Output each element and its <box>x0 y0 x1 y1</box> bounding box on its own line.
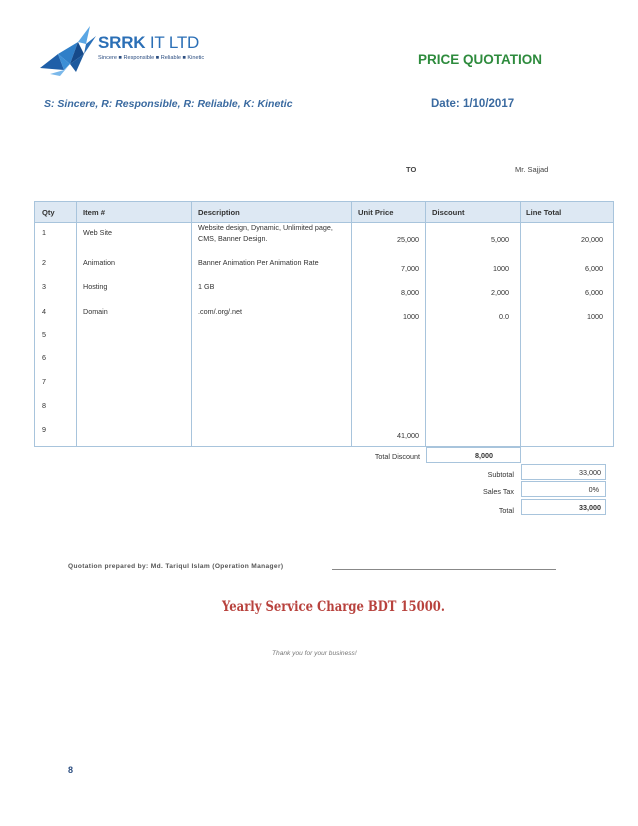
column-divider <box>425 202 426 446</box>
row-item: Animation <box>83 258 115 267</box>
row-unit-price: 7,000 <box>401 264 419 273</box>
row-qty: 2 <box>42 258 46 267</box>
row-item: Web Site <box>83 228 113 237</box>
row-unit-price: 41,000 <box>397 431 419 440</box>
total-discount-box <box>426 447 521 463</box>
total-discount-label: Total Discount <box>374 452 420 461</box>
logo-tagline: Sincere ■ Responsible ■ Reliable ■ Kinetic <box>98 55 205 61</box>
row-description: Banner Animation Per Animation Rate <box>198 258 319 267</box>
subtotal-label: Subtotal <box>487 470 514 479</box>
logo-wordmark <box>98 33 199 53</box>
column-divider <box>351 202 352 446</box>
row-qty: 7 <box>42 377 46 386</box>
row-line-total: 1000 <box>587 312 603 321</box>
service-charge-note: Yearly Service Charge BDT 15000. <box>222 599 445 615</box>
row-qty: 5 <box>42 330 46 339</box>
logo-suffix: IT LTD <box>145 33 200 52</box>
bird-logo-icon <box>38 24 100 78</box>
table-header-row <box>35 202 613 223</box>
signature-line <box>332 569 556 570</box>
logo-name: SRRK <box>98 33 146 52</box>
recipient-label: TO <box>406 165 417 174</box>
column-header-discount: Discount <box>432 208 465 217</box>
sales-tax-label: Sales Tax <box>482 487 514 496</box>
column-divider <box>191 202 192 446</box>
company-logo <box>38 24 238 78</box>
row-item: Hosting <box>83 282 108 291</box>
row-unit-price: 25,000 <box>397 235 419 244</box>
recipient-name: Mr. Sajjad <box>515 165 549 174</box>
column-header-unit-price: Unit Price <box>358 208 394 217</box>
sales-tax-value: 0% <box>588 485 599 494</box>
row-discount: 5,000 <box>491 235 509 244</box>
total-label: Total <box>498 506 514 515</box>
column-divider <box>520 202 521 446</box>
row-description-cont: CMS, Banner Design. <box>198 234 268 243</box>
column-header-line-total: Line Total <box>526 208 562 217</box>
sales-tax-box <box>521 481 606 497</box>
row-line-total: 20,000 <box>581 235 603 244</box>
quotation-date: Date: 1/10/2017 <box>431 98 515 110</box>
row-line-total: 6,000 <box>585 264 603 273</box>
total-value: 33,000 <box>579 503 601 512</box>
row-unit-price: 8,000 <box>401 288 419 297</box>
column-header-description: Description <box>198 208 240 217</box>
row-description: .com/.org/.net <box>198 307 242 316</box>
total-box <box>521 499 606 515</box>
quotation-table <box>34 201 614 447</box>
row-line-total: 6,000 <box>585 288 603 297</box>
column-header-item: Item # <box>83 208 105 217</box>
row-unit-price: 1000 <box>403 312 419 321</box>
row-qty: 4 <box>42 307 46 316</box>
thank-you-note: Thank you for your business! <box>272 650 357 657</box>
subtotal-box <box>521 464 606 480</box>
prepared-by-line: Quotation prepared by: Md. Tariqul Islam (Operation Manager) <box>68 563 284 570</box>
row-qty: 9 <box>42 425 46 434</box>
total-discount-value: 8,000 <box>475 451 493 460</box>
page-number: 8 <box>68 765 74 775</box>
company-tagline: S: Sincere, R: Responsible, R: Reliable, K: Kinetic <box>44 98 293 110</box>
column-divider <box>76 202 77 446</box>
row-discount: 1000 <box>493 264 509 273</box>
row-qty: 3 <box>42 282 46 291</box>
row-discount: 0.0 <box>499 312 509 321</box>
row-qty: 6 <box>42 353 46 362</box>
column-header-qty: Qty <box>42 208 55 217</box>
row-description: 1 GB <box>198 282 215 291</box>
document-title: PRICE QUOTATION <box>418 52 542 67</box>
row-qty: 1 <box>42 228 46 237</box>
row-item: Domain <box>83 307 108 316</box>
row-description: Website design, Dynamic, Unlimited page, <box>198 223 333 232</box>
row-discount: 2,000 <box>491 288 509 297</box>
subtotal-value: 33,000 <box>579 468 601 477</box>
row-qty: 8 <box>42 401 46 410</box>
